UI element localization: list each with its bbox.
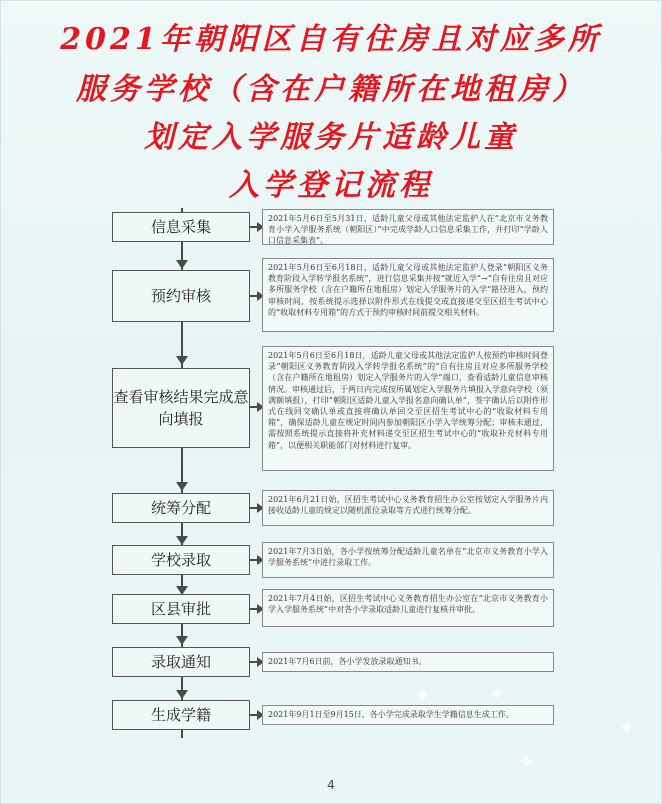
step-label: 统筹分配 bbox=[150, 499, 211, 517]
step-label: 录取通知 bbox=[150, 653, 211, 671]
step-description: 2021年5月6日至5月31日，适龄儿童父母或其他法定监护人在“北京市义务教育小学入学服务系统（朝阳区）”中完成学龄人口信息采集工作，并打印“学龄人口信息采集表”。 bbox=[262, 209, 554, 245]
step-district-approval bbox=[112, 594, 250, 624]
step-label: 预约审核 bbox=[150, 287, 211, 305]
step-generate-student-status bbox=[112, 700, 250, 730]
connector-arrow bbox=[250, 507, 258, 509]
sparkle-icon: ✦ bbox=[620, 718, 634, 737]
step-school-admission bbox=[112, 545, 250, 575]
step-label: 生成学籍 bbox=[150, 706, 211, 724]
step-description: 2021年7月4日始，区招生考试中心义务教育招生办公室在“北京市义务教育小学入学服务系统”中对各小学录取适龄儿童进行复核并审批。 bbox=[262, 589, 554, 627]
step-label: 查看审核结果完成意向填报 bbox=[113, 388, 249, 428]
flow-arrow-down bbox=[176, 482, 188, 491]
step-description: 2021年7月3日始，各小学按统筹分配适龄儿童名单在“北京市义务教育小学入学服务系统”中进行录取工作。 bbox=[262, 542, 554, 578]
step-description: 2021年9月1日至9月15日，各小学完成录取学生学籍信息生成工作。 bbox=[262, 705, 554, 725]
step-label: 学校录取 bbox=[150, 551, 211, 569]
sparkle-icon: ✦ bbox=[416, 686, 430, 705]
connector-arrow bbox=[250, 661, 258, 663]
flow-arrow-down bbox=[176, 260, 188, 269]
sparkle-icon: ✦ bbox=[490, 684, 504, 703]
step-label: 区县审批 bbox=[150, 600, 211, 618]
flow-arrow-down bbox=[176, 690, 188, 699]
title-line-3: 划定入学服务片适龄儿童 bbox=[144, 120, 518, 155]
connector-arrow bbox=[250, 406, 258, 408]
step-view-result-fill-intent bbox=[112, 368, 250, 448]
flow-arrow-down bbox=[176, 356, 188, 365]
title-line-4: 入学登记流程 bbox=[229, 168, 433, 203]
connector-arrow bbox=[250, 714, 258, 716]
flow-arrow-down bbox=[176, 636, 188, 645]
step-description: 2021年5月6日至6月18日，适龄儿童父母或其他法定监护人按预约审核时间登录“朝阳区义务教育阶段入学转学报名系统”的“自有住房且对应多所服务学校（含在户籍所在地租房）划定入学服务片的入学”端口，查看适龄儿童信息审核情况。审核通过后，于两日内完成按所属划定入学服务片填报入学意向学校（须满额填报），打印“朝阳区适龄儿童入学报名意向确认单”，签字确认后以附件形式在线回交确认单或直接将确认单回交至区招生考试中心的“收取材料专用箱”，确保适龄儿童在规定时间内参加朝阳区小学入学统筹分配；审核未通过，需按照系统提示直接将补充材料递交至区招生考试中心的“收取补充材料专用箱”，以便相关职能部门对材料进行复审。 bbox=[262, 346, 554, 471]
step-label: 信息采集 bbox=[150, 218, 211, 236]
page-number: 4 bbox=[327, 778, 335, 792]
step-appointment-review bbox=[112, 270, 250, 322]
connector-arrow bbox=[250, 295, 258, 297]
step-description: 2021年5月6日至6月18日，适龄儿童父母或其他法定监护人登录“朝阳区义务教育阶段入学转学报名系统”，进行信息采集并按“就近入学”→“自有住房且对应多所服务学校（含在户籍所在地租房）划定入学服务片的入学”路径进入，预约审核时间，按系统提示选择以附件形式在线提交或直接递交至区招生考试中心的“收取材料专用箱”的方式于预约审核时间前提交相关材料。 bbox=[262, 258, 554, 332]
connector-arrow bbox=[250, 559, 258, 561]
flow-arrow-down bbox=[176, 536, 188, 545]
step-description: 2021年7月6日前，各小学发放录取通知书。 bbox=[262, 652, 554, 672]
title-line-2: 服务学校（含在户籍所在地租房） bbox=[76, 72, 586, 107]
connector-arrow bbox=[250, 608, 258, 610]
sparkle-icon: ✧ bbox=[520, 752, 534, 771]
connector-arrow bbox=[250, 226, 258, 228]
step-overall-allocation bbox=[112, 493, 250, 523]
step-description: 2021年6月21日始，区招生考试中心义务教育招生办公室按划定入学服务片内接收适龄儿童的规定以随机派位录取等方式进行统筹分配。 bbox=[262, 490, 554, 526]
step-admission-notice bbox=[112, 647, 250, 677]
step-info-collection bbox=[112, 212, 250, 242]
title-line-1: 2021年朝阳区自有住房且对应多所 bbox=[60, 22, 602, 57]
